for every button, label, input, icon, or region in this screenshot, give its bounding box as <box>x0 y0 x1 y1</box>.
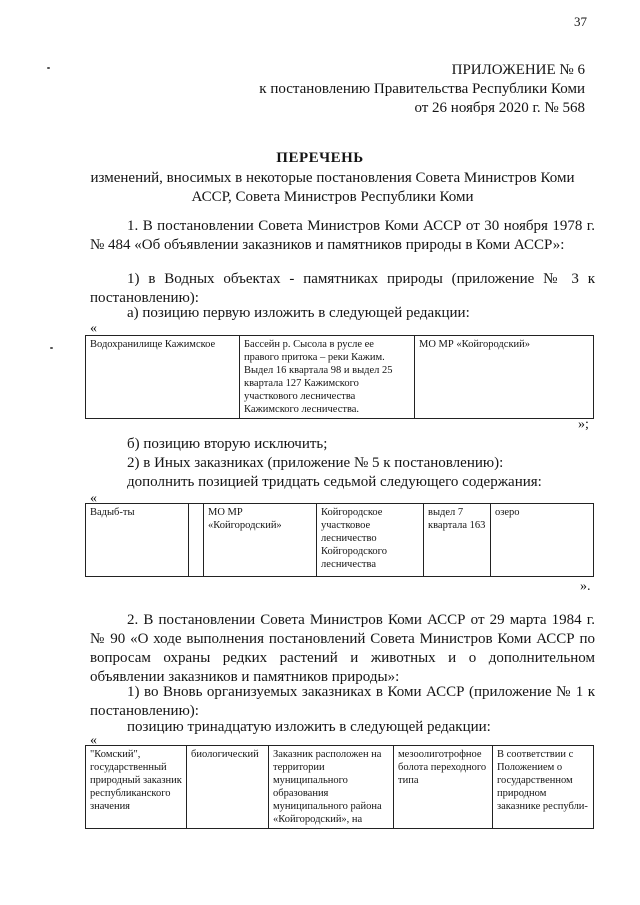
document-subtitle-line1: изменений, вносимых в некоторые постановления Совета Министров Коми <box>90 170 575 186</box>
section1-item2: 2) в Иных заказниках (приложение № 5 к постановлению): <box>127 455 504 471</box>
section2-item1: 1) во Вновь организуемых заказниках в Коми АССР (приложение № 1 к постановлению): <box>90 684 595 719</box>
close-quote-2: ». <box>580 579 591 594</box>
table-cell: озеро <box>491 504 594 577</box>
section1-intro: 1. В постановлении Совета Министров Коми АССР от 30 ноября 1978 г. № 484 «Об объявлении заказников и памятников природы в Коми АССР»: <box>90 218 595 253</box>
table-cell: биологический <box>187 746 269 829</box>
table-cell: В соответствии с Положением о государственном природном заказнике республи- <box>493 746 594 829</box>
table-row <box>86 336 594 419</box>
scan-speck <box>47 67 50 69</box>
page-number: 37 <box>574 14 587 29</box>
table-cell: Водохранилище Кажимское <box>86 336 240 419</box>
table-cell: МО МР «Койгородский» <box>415 336 594 419</box>
table-new-reserves <box>85 745 594 829</box>
table-other-reserves <box>85 503 594 577</box>
section1-item2a: дополнить позицией тридцать седьмой следующего содержания: <box>127 474 542 490</box>
close-quote-1: »; <box>578 417 589 432</box>
appendix-reference: к постановлению Правительства Республики Коми <box>259 81 585 97</box>
open-quote-2: « <box>90 491 97 506</box>
table-row <box>86 504 594 577</box>
appendix-date: от 26 ноября 2020 г. № 568 <box>414 100 585 116</box>
table-water-objects <box>85 335 594 419</box>
table-cell: Бассейн р. Сысола в русле ее правого притока – реки Кажим. Выдел 16 квартала 98 и выдел 25 квартала 127 Кажимского участкового лесничества Кажимского лесничества. <box>240 336 415 419</box>
section2-intro: 2. В постановлении Совета Министров Коми АССР от 29 марта 1984 г. № 90 «О ходе выполнения постановлений Совета Министров Коми АССР по вопросам охраны редких растений и животных и о дополнительном объявлении заказников и памятников природы»: <box>90 612 595 685</box>
section1-item1: 1) в Водных объектах - памятниках природы (приложение № 3 к постановлению): <box>90 271 595 306</box>
table-cell: Вадыб-ты <box>86 504 189 577</box>
appendix-number: ПРИЛОЖЕНИЕ № 6 <box>451 62 585 78</box>
table-cell: мезоолиготрофное болота переходного типа <box>394 746 493 829</box>
table-cell: "Комский", государственный природный заказник республиканского значения <box>86 746 187 829</box>
document-title: ПЕРЕЧЕНЬ <box>276 150 364 166</box>
table-cell <box>189 504 204 577</box>
table-cell: выдел 7 квартала 163 <box>424 504 491 577</box>
table-cell: МО МР «Койгородский» <box>204 504 317 577</box>
open-quote-1: « <box>90 321 97 336</box>
table-cell: Заказник расположен на территории муниципального образования муниципального района «Койгородский», на <box>269 746 394 829</box>
table-cell: Койгородское участковое лесничество Койгородского лесничества <box>317 504 424 577</box>
table-row <box>86 746 594 829</box>
document-subtitle-line2: АССР, Совета Министров Республики Коми <box>191 189 474 205</box>
section1-item1b: б) позицию вторую исключить; <box>127 436 328 452</box>
section1-item1a: а) позицию первую изложить в следующей редакции: <box>127 305 470 321</box>
section2-item1a: позицию тринадцатую изложить в следующей редакции: <box>127 719 491 735</box>
scan-speck <box>50 347 53 349</box>
open-quote-3: « <box>90 733 97 748</box>
